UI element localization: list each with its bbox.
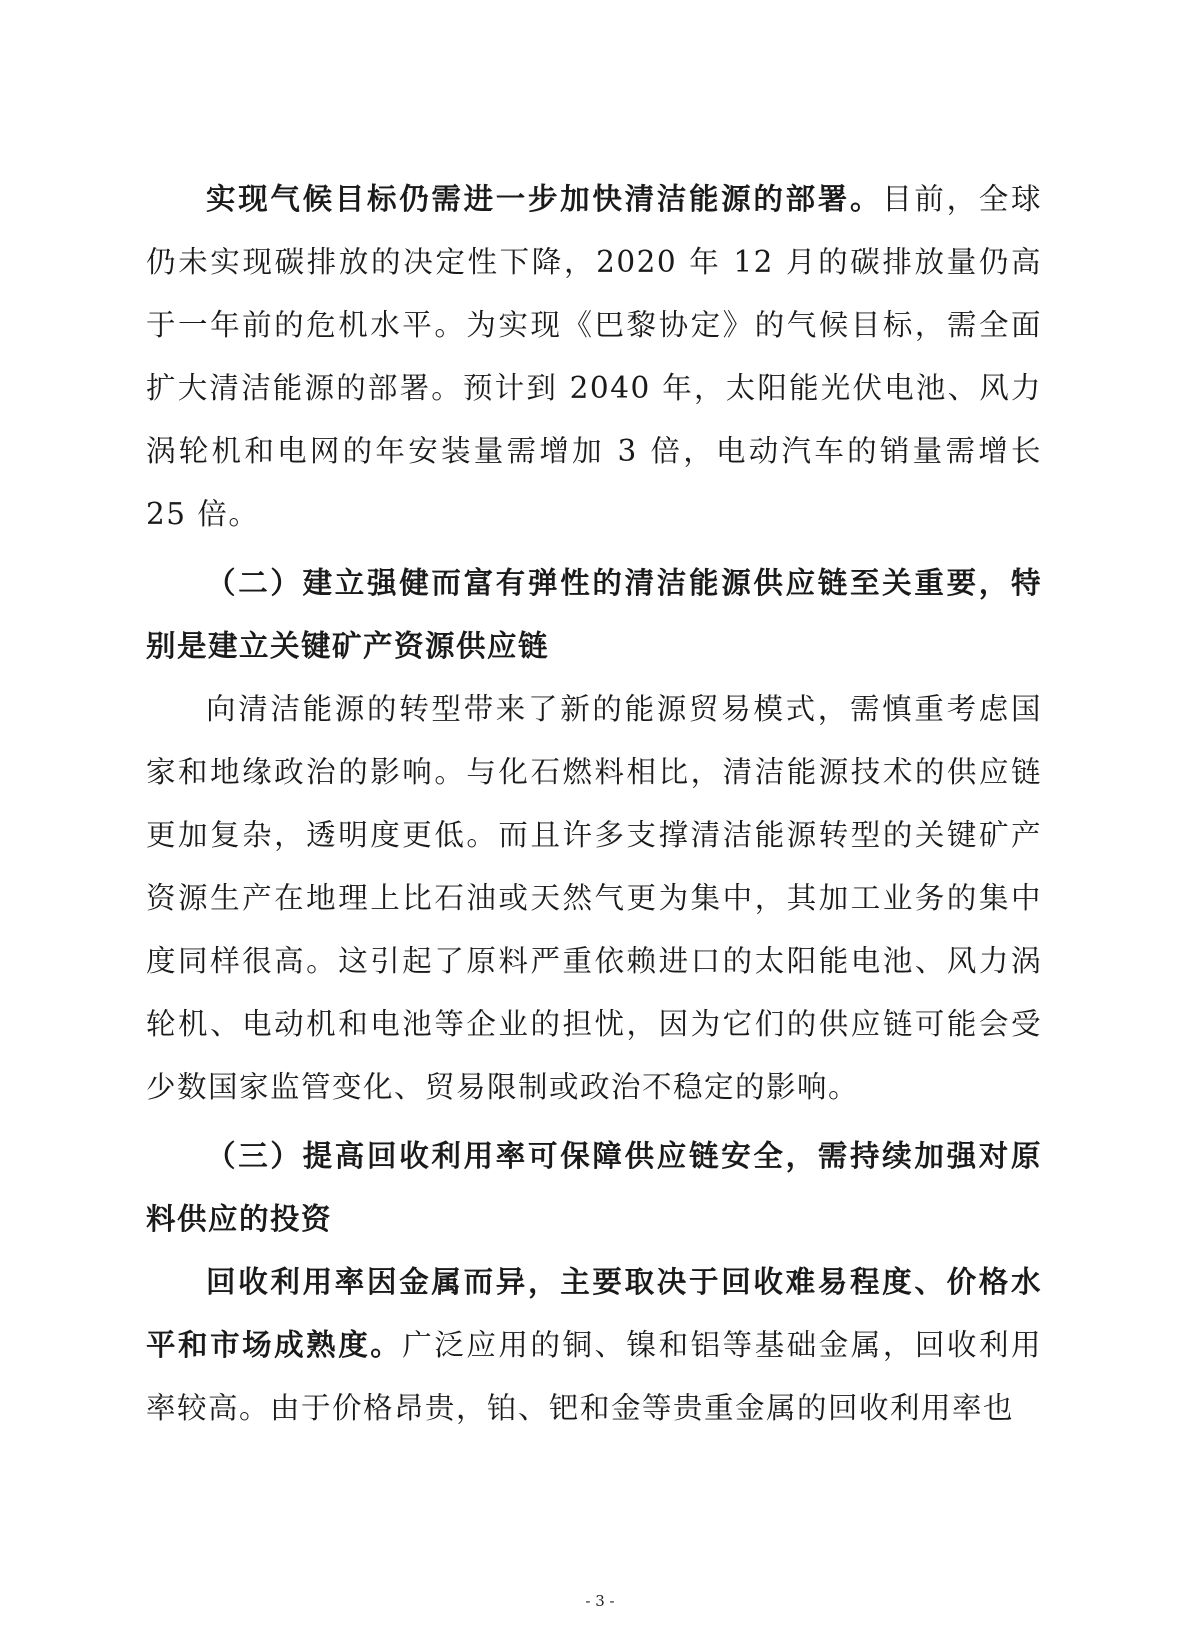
paragraph-recycling: [146, 1251, 1042, 1440]
page-number: - 3 -: [585, 1592, 615, 1610]
paragraph-lead-bold: 实现气候目标仍需进一步加快清洁能源的部署。: [206, 182, 883, 216]
paragraph-body: 向清洁能源的转型带来了新的能源贸易模式，需慎重考虑国家和地缘政治的影响。与化石燃料相比，清洁能源技术的供应链更加复杂，透明度更低。而且许多支撑清洁能源转型的关键矿产资源生产在地理上比石油或天然气更为集中，其加工业务的集中度同样很高。这引起了原料严重依赖进口的太阳能电池、风力涡轮机、电动机和电池等企业的担忧，因为它们的供应链可能会受少数国家监管变化、贸易限制或政治不稳定的影响。: [146, 692, 1042, 1104]
paragraph-climate-target: [146, 168, 1042, 546]
paragraph-supply-chain: [146, 678, 1042, 1119]
section-heading-2: （二）建立强健而富有弹性的清洁能源供应链至关重要，特别是建立关键矿产资源供应链: [146, 566, 1042, 663]
paragraph-lead-bold: 回收利用率因金属而异，主要取决于回收难易程度、价格水平和市场成熟度。: [146, 1265, 1042, 1362]
document-page: [146, 168, 1042, 1440]
paragraph-body: 目前，全球仍未实现碳排放的决定性下降，2020 年 12 月的碳排放量仍高于一年前的危机水平。为实现《巴黎协定》的气候目标，需全面扩大清洁能源的部署。预计到 2040 年，太阳能光伏电池、风力涡轮机和电网的年安装量需增加 3 倍，电动汽车的销量需增长 25 倍。: [146, 182, 1042, 531]
section-heading-3: （三）提高回收利用率可保障供应链安全，需持续加强对原料供应的投资: [146, 1139, 1042, 1236]
paragraph-body: 广泛应用的铜、镍和铝等基础金属，回收利用率较高。由于价格昂贵，铂、钯和金等贵重金属的回收利用率也: [146, 1328, 1042, 1425]
